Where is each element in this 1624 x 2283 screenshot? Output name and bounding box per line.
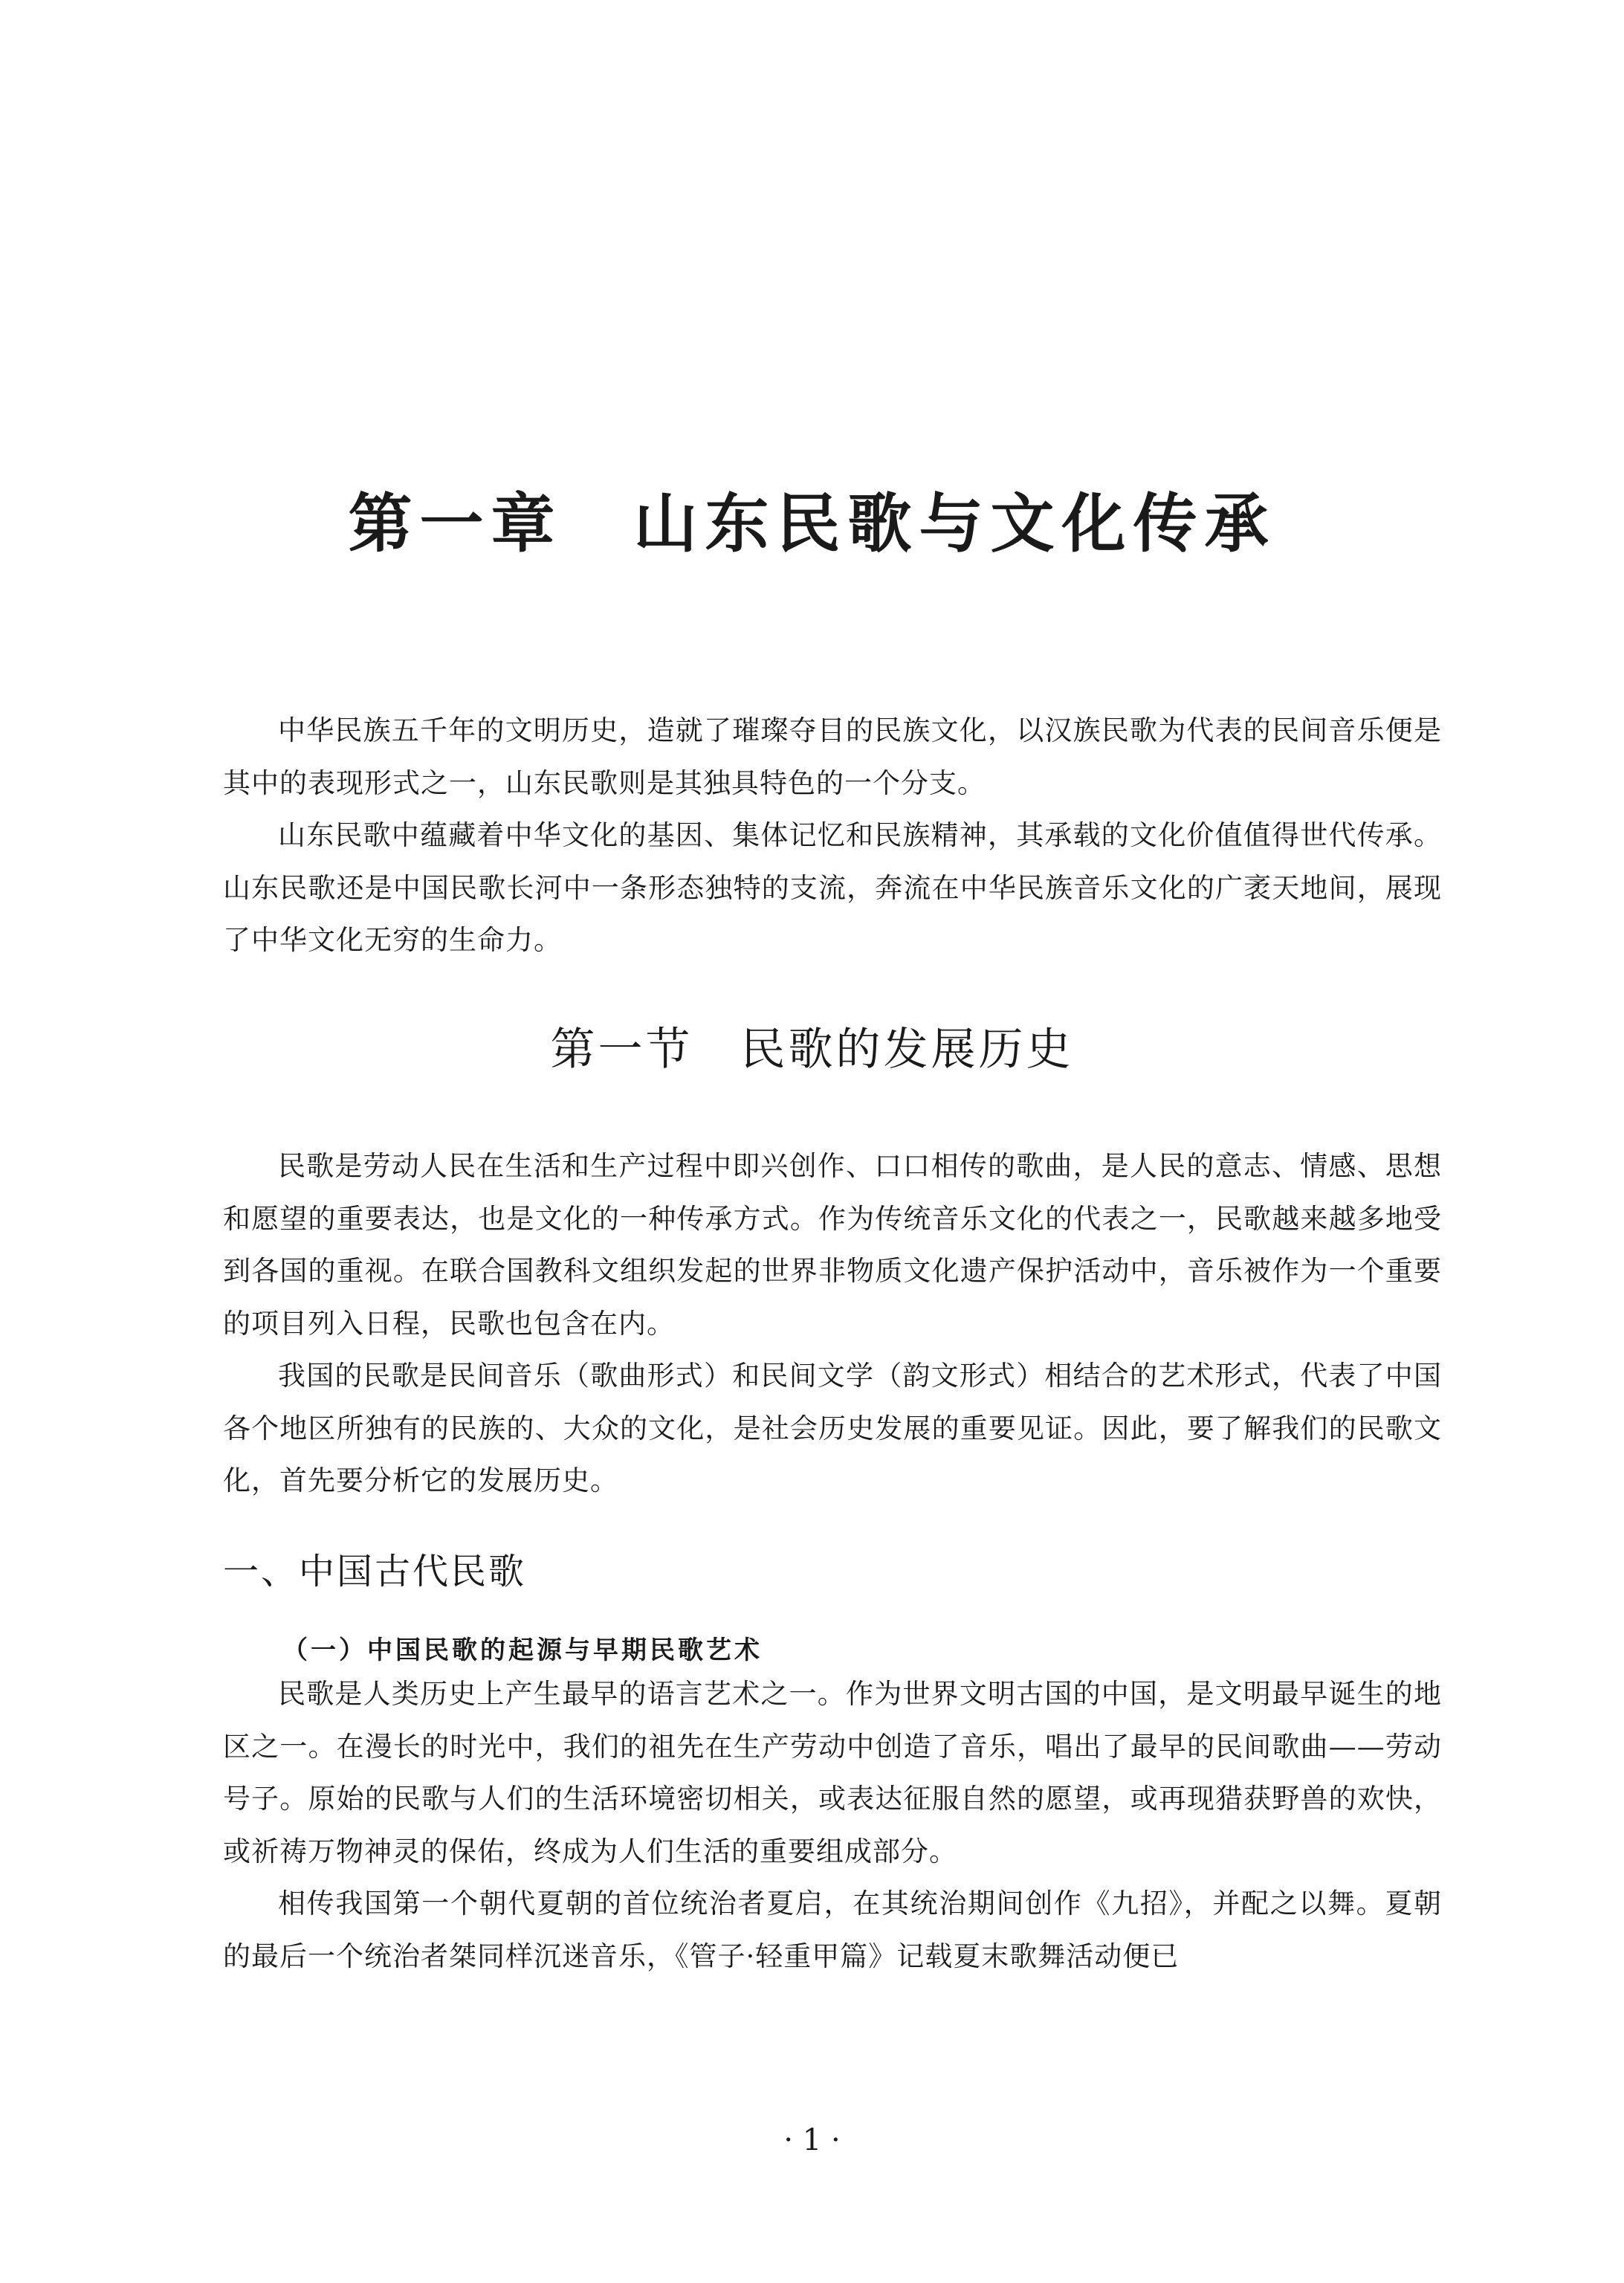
subsection-title: 一、中国古代民歌 — [223, 1551, 527, 1592]
subheading: （一）中国民歌的起源与早期民歌艺术 — [282, 1635, 763, 1665]
chapter-title: 第一章 山东民歌与文化传承 — [348, 486, 1276, 561]
subsection-text — [223, 1668, 1442, 1983]
section-text — [223, 1140, 1442, 1508]
intro-paragraph: 山东民歌中蕴藏着中华文化的基因、集体记忆和民族精神，其承载的文化价值值得世代传承。山东民歌还是中国民歌长河中一条形态独特的支流，奔流在中华民族音乐文化的广袤天地间，展现了中华文化无穷的生命力。 — [223, 819, 1442, 956]
section-title: 第一节 民歌的发展历史 — [550, 1024, 1074, 1076]
section-paragraph: 民歌是劳动人民在生活和生产过程中即兴创作、口口相传的歌曲，是人民的意志、情感、思想和愿望的重要表达，也是文化的一种传承方式。作为传统音乐文化的代表之一，民歌越来越多地受到各国的重视。在联合国教科文组织发起的世界非物质文化遗产保护活动中，音乐被作为一个重要的项目列入日程，民歌也包含在内。 — [223, 1150, 1442, 1340]
subsection-paragraph: 民歌是人类历史上产生最早的语言艺术之一。作为世界文明古国的中国，是文明最早诞生的地区之一。在漫长的时光中，我们的祖先在生产劳动中创造了音乐，唱出了最早的民间歌曲——劳动号子。原始的民歌与人们的生活环境密切相关，或表达征服自然的愿望，或再现猎获野兽的欢快，或祈祷万物神灵的保佑，终成为人们生活的重要组成部分。 — [223, 1678, 1442, 1867]
intro-paragraph: 中华民族五千年的文明历史，造就了璀璨夺目的民族文化，以汉族民歌为代表的民间音乐便是其中的表现形式之一，山东民歌则是其独具特色的一个分支。 — [223, 714, 1442, 799]
subsection-paragraph: 相传我国第一个朝代夏朝的首位统治者夏启，在其统治期间创作《九招》，并配之以舞。夏朝的最后一个统治者桀同样沉迷音乐，《管子·轻重甲篇》记载夏末歌舞活动便已 — [223, 1888, 1442, 1972]
intro-text — [223, 705, 1442, 967]
page-number: · 1 · — [783, 2123, 841, 2157]
section-paragraph: 我国的民歌是民间音乐（歌曲形式）和民间文学（韵文形式）相结合的艺术形式，代表了中国各个地区所独有的民族的、大众的文化，是社会历史发展的重要见证。因此，要了解我们的民歌文化，首先要分析它的发展历史。 — [223, 1360, 1442, 1496]
